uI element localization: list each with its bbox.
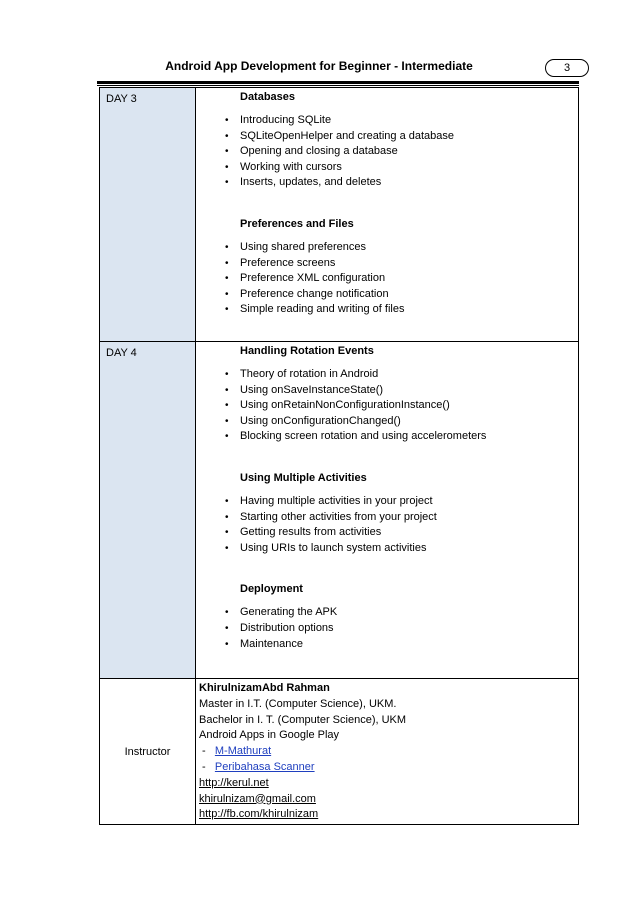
list-item: • Preference screens (196, 256, 578, 272)
instructor-credential: Master in I.T. (Computer Science), UKM. (199, 697, 397, 710)
bullet-list (196, 367, 578, 445)
list-item: • Using onConfigurationChanged() (196, 414, 578, 430)
list-item: • Using onSaveInstanceState() (196, 383, 578, 399)
day3-label: DAY 3 (106, 93, 137, 105)
list-item: • Starting other activities from your project (196, 510, 578, 526)
section-title: Deployment (240, 583, 303, 596)
list-item: • Simple reading and writing of files (196, 302, 578, 318)
day4-label: DAY 4 (106, 347, 137, 359)
day4-section-activities (196, 472, 578, 556)
bullet-list (196, 494, 578, 556)
list-item: • Preference XML configuration (196, 271, 578, 287)
day4-section-rotation (196, 345, 578, 445)
list-item: • Theory of rotation in Android (196, 367, 578, 383)
day3-label-cell (100, 88, 196, 342)
instructor-details (196, 679, 579, 825)
list-item: • Distribution options (196, 621, 578, 637)
app-list-item: - Peribahasa Scanner (199, 760, 315, 773)
day4-label-cell (100, 342, 196, 679)
section-title: Preferences and Files (240, 217, 354, 230)
day4-row (100, 342, 579, 679)
section-title: Databases (240, 91, 296, 103)
instructor-label: Instructor (124, 745, 171, 758)
schedule-table (99, 87, 579, 825)
day3-row (100, 88, 579, 342)
list-item: • Blocking screen rotation and using accelerometers (196, 429, 578, 445)
email-link[interactable]: khirulnizam@gmail.com (199, 792, 316, 805)
list-item: • Working with cursors (196, 160, 578, 176)
day4-content (196, 342, 579, 679)
list-item: • Inserts, updates, and deletes (196, 175, 578, 191)
header-rule-thin (97, 85, 579, 86)
instructor-label-cell (100, 679, 196, 825)
app-list-item: - M-Mathurat (199, 745, 272, 758)
facebook-link[interactable]: http://fb.com/khirulnizam (199, 808, 319, 821)
list-item: • Using shared preferences (196, 240, 578, 256)
list-item: • Generating the APK (196, 605, 578, 621)
day3-section-databases (196, 91, 578, 191)
website-link[interactable]: http://kerul.net (199, 776, 269, 789)
list-item: • Having multiple activities in your project (196, 494, 578, 510)
app-link-m-mathurat[interactable]: M-Mathurat (214, 745, 272, 758)
document-header-title: Android App Development for Beginner - Intermediate (165, 59, 473, 73)
section-title: Handling Rotation Events (240, 345, 374, 357)
list-item: • SQLiteOpenHelper and creating a database (196, 129, 578, 145)
instructor-credential: Bachelor in I. T. (Computer Science), UKM (199, 713, 407, 726)
list-item: • Using URIs to launch system activities (196, 541, 578, 557)
bullet-list (196, 113, 578, 191)
instructor-credential: Android Apps in Google Play (199, 729, 340, 742)
list-item: • Maintenance (196, 637, 578, 653)
list-item: • Opening and closing a database (196, 144, 578, 160)
instructor-name: KhirulnizamAbd Rahman (199, 682, 330, 694)
day3-content (196, 88, 579, 342)
day3-section-preferences (196, 218, 578, 318)
app-link-peribahasa-scanner[interactable]: Peribahasa Scanner (214, 760, 315, 773)
page-number: 3 (545, 59, 589, 77)
section-title: Using Multiple Activities (240, 471, 367, 484)
list-item: • Introducing SQLite (196, 113, 578, 129)
instructor-row (100, 679, 579, 825)
header-rule-thick (97, 81, 579, 84)
bullet-list (196, 240, 578, 318)
bullet-list (196, 605, 578, 652)
list-item: • Preference change notification (196, 287, 578, 303)
day4-section-deployment (196, 583, 578, 652)
list-item: • Using onRetainNonConfigurationInstance() (196, 398, 578, 414)
list-item: • Getting results from activities (196, 525, 578, 541)
